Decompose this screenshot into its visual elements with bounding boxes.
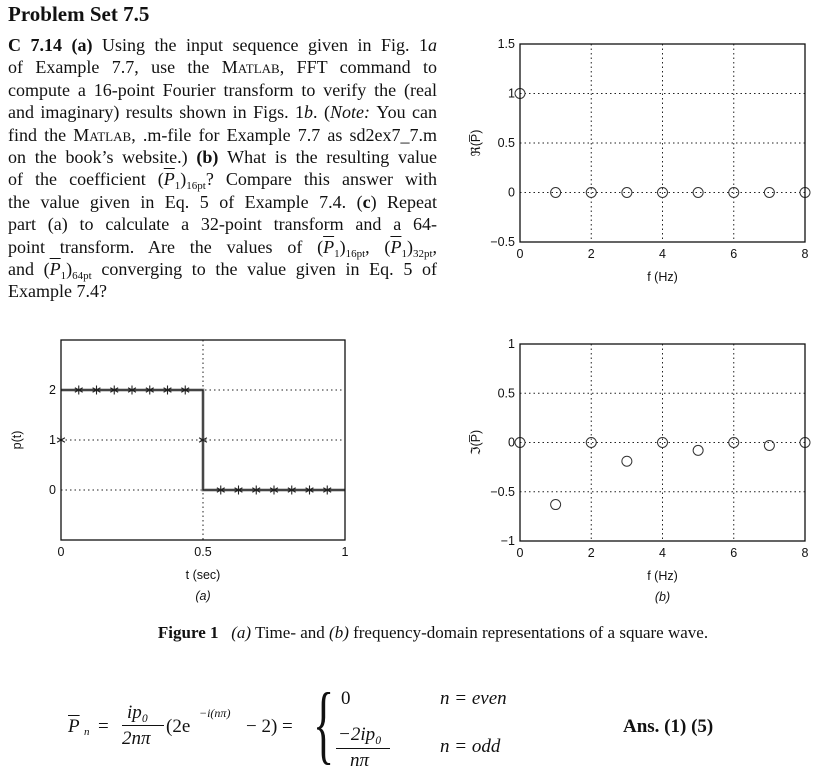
text-segment: (a) [71,35,93,55]
x-tick-label: 8 [801,247,809,261]
x-tick-label: 0 [516,546,524,560]
y-tick-label: 0 [508,185,515,200]
x-tick-label: 2 [587,247,595,261]
text-segment: ) [339,236,346,257]
text-segment: and ( [8,258,50,279]
section-title: Problem Set 7.5 [8,2,150,26]
text-segment: ? Compare this answer with [205,169,437,190]
eq-equals: = [98,716,109,737]
text-segment: $\overline{P}$ [390,236,402,257]
text-segment: Matlab [73,124,132,145]
panel-label: (b) [654,590,671,604]
text-segment: point transform. Are the values of ( [8,236,324,257]
text-segment: , ( [365,236,391,257]
text-segment: 32pt [412,247,433,260]
text-segment: You can [369,102,437,123]
x-tick-label: 4 [659,546,666,560]
chart-real-part [469,37,810,284]
y-axis-label: ℜ(P̅) [469,129,483,157]
text-segment: $\overline{P}$ [163,169,175,190]
y-tick-label: 0 [49,483,56,497]
y-axis-label: ℑ(P̅) [469,429,483,456]
text-segment: 1 [60,269,67,282]
text-segment: of the coefficient ( [8,169,164,190]
caption-b: (b) [329,623,349,642]
y-tick-label: 0.5 [497,136,515,150]
eq-paren: (2e [166,716,191,737]
eq-brace: { [313,676,335,773]
y-tick-label: −0.5 [490,235,515,249]
text-segment: c [362,191,371,212]
y-axis-label: p(t) [10,430,24,450]
text-segment: . ( [313,102,330,123]
x-tick-label: 0 [57,545,65,559]
text-segment: the value given in Eq. 5 of Example 7.4. ( [8,191,363,212]
eq-lhs: $\overline{P}$ [68,716,80,737]
eq-paren-end: − 2) = [246,716,293,737]
text-segment: of Example 7.7, use the [8,57,222,78]
text-segment: 16pt [345,247,366,260]
x-tick-label: 8 [801,546,809,560]
text-segment: converging to the value given in Eq. 5 of [91,258,437,279]
text-segment: ) [406,236,413,257]
x-tick-label: 0 [516,247,524,261]
data-point [764,440,774,450]
text-segment: Using the input sequence given in Fig. 1 [92,35,429,55]
text-segment: Example 7.4? [8,281,107,302]
x-axis-label: f (Hz) [647,270,678,284]
x-axis-label: f (Hz) [647,569,678,583]
caption-label: Figure 1 [157,623,219,642]
x-tick-label: 2 [587,546,595,560]
caption-text-1: Time- and [251,623,330,642]
eq-exponent: −i(nπ) [199,706,231,720]
text-segment: $\overline{P}$ [323,236,335,257]
x-tick-label: 4 [659,247,666,261]
eq-lhs-sub: n [84,726,90,738]
y-tick-label: 1 [49,433,56,447]
y-tick-label: 1.5 [497,37,515,51]
eq-case2-den: nπ [350,750,370,771]
eq-case1-cond: n = even [440,688,507,709]
text-segment: 16pt [186,180,206,193]
data-point [622,456,632,466]
text-segment: Note: [329,102,370,123]
text-segment: , [432,236,437,257]
text-segment: on the book’s website.) [8,146,197,167]
data-point [693,445,703,455]
panel-label: (a) [195,589,211,603]
data-point [693,188,703,198]
data-point [551,500,561,510]
text-segment: compute a 16-point Fourier transform to verify the (real [8,79,437,100]
text-segment: and imaginary) results shown in Figs. 1 [8,102,305,123]
figure-caption [0,623,815,643]
x-axis-label: t (sec) [185,568,221,582]
text-segment: ) [180,169,187,190]
caption-a: (a) [231,623,252,642]
text-segment: $\overline{P}$ [49,258,61,279]
caption-text-2: frequency-domain representations of a square wave. [348,623,709,642]
text-segment: ) [66,258,73,279]
chart-time-domain [10,340,349,603]
chart-imag-part [469,337,810,604]
text-segment: C 7.14 [8,35,63,55]
y-tick-label: −0.5 [490,484,515,499]
text-segment: 1 [401,247,407,260]
text-segment: What is the resulting value [218,146,437,167]
x-tick-label: 6 [730,546,738,560]
text-segment: 1 [334,247,340,260]
y-tick-label: 1 [508,337,515,351]
text-segment: Matlab [221,57,280,78]
text-segment: a [428,35,438,55]
x-tick-label: 1 [341,545,349,559]
eq-case2-num: −2ip₀ [338,724,382,745]
text-segment: b [304,102,314,123]
text-segment: (b) [196,146,219,167]
text-segment: , .m-file for Example 7.7 as sd2ex7_7.m [131,124,437,145]
text-segment: 1 [174,180,181,193]
eq-frac1-num: ip₀ [127,702,149,723]
eq-case2-cond: n = odd [440,736,501,757]
x-tick-label: 0.5 [194,545,212,559]
eq-frac1-den: 2nπ [122,728,151,749]
eq-answer-ref: Ans. (1) (5) [623,716,714,737]
y-tick-label: −1 [500,534,515,548]
y-tick-label: 1 [508,86,515,101]
text-segment: find the [8,124,74,145]
text-segment: ) Repeat [370,191,438,212]
eq-case1-value: 0 [341,688,351,709]
text-segment: part (a) to calculate a 32-point transform and a 64- [8,214,437,235]
x-tick-label: 6 [730,247,738,261]
y-tick-label: 2 [49,383,56,397]
y-tick-label: 0.5 [497,386,515,401]
text-segment: , FFT command to [279,57,437,78]
text-segment: 64pt [72,269,92,282]
data-point [622,188,632,198]
answer-equation [0,676,815,773]
y-tick-label: 0 [508,435,515,450]
